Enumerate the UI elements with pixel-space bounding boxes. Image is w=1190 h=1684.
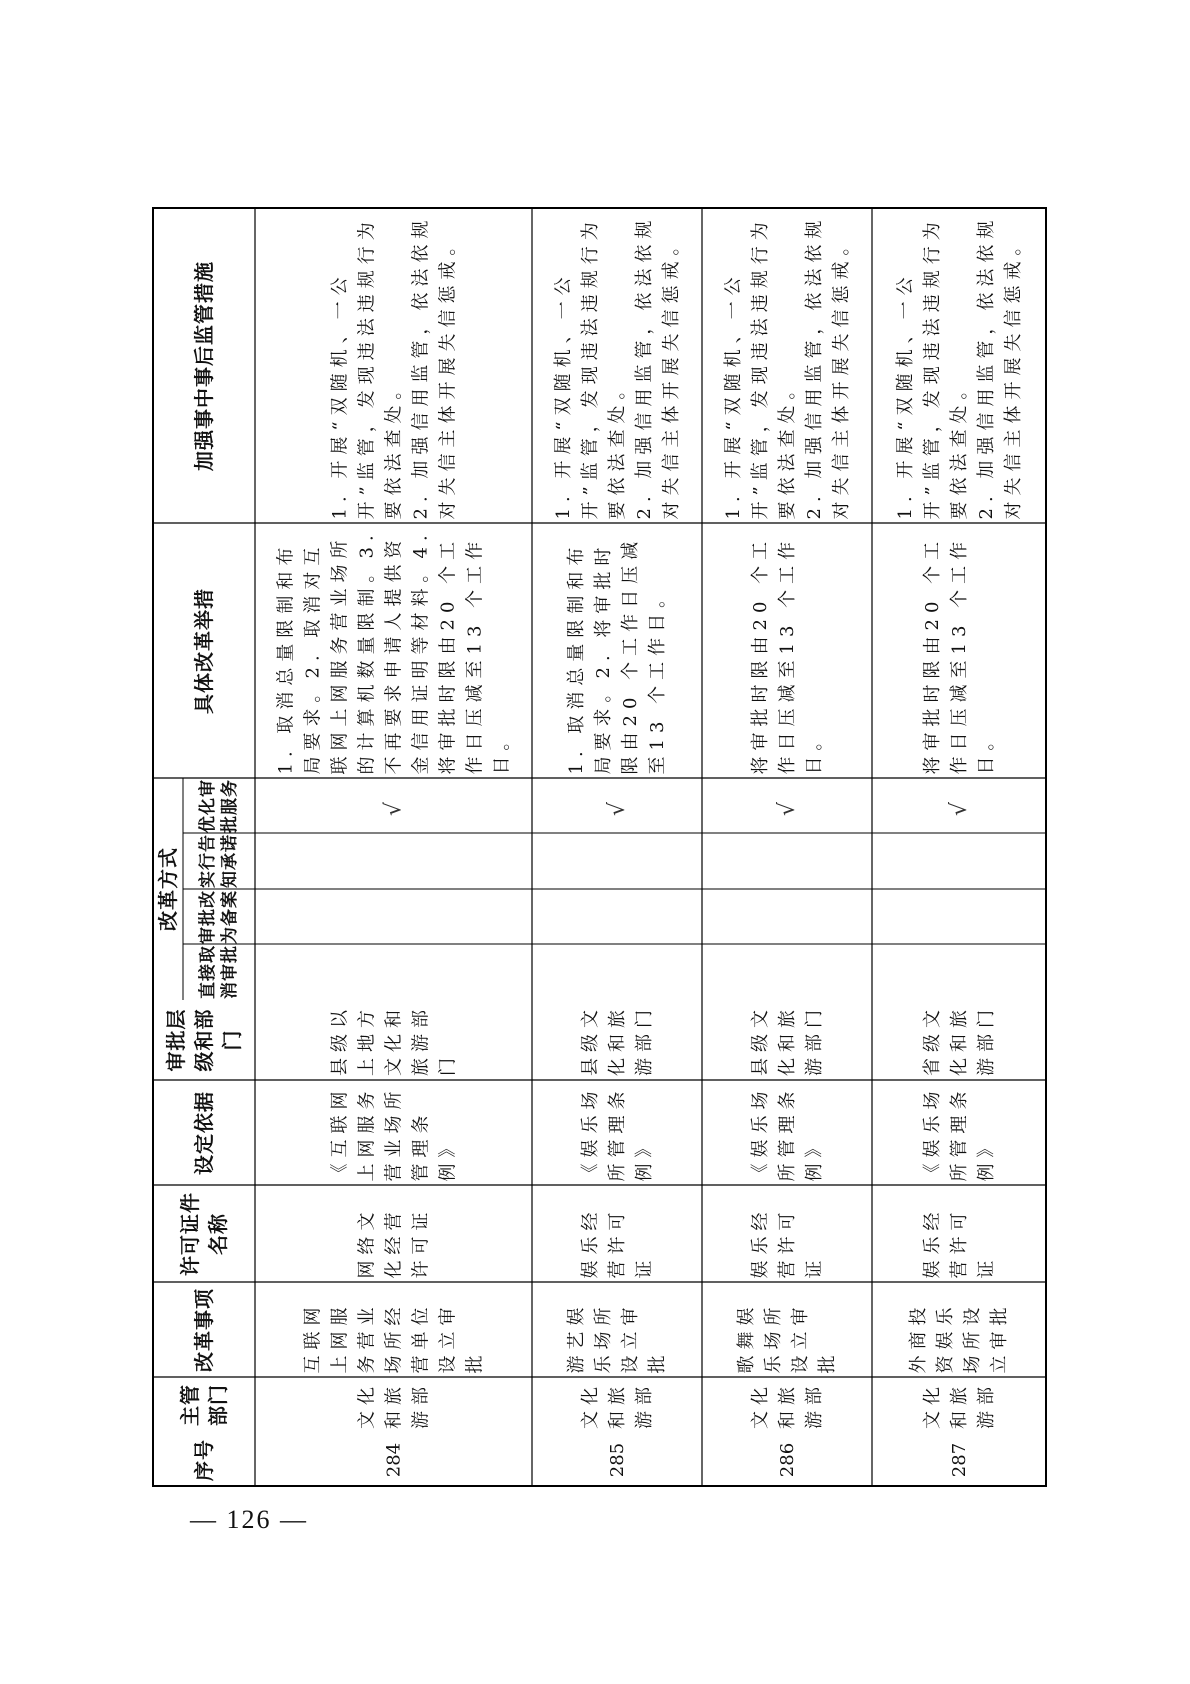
cell-basis <box>255 1080 532 1185</box>
cell-mode-cancel <box>255 944 532 1000</box>
item-text: 外商投资娱乐场所设立审批 <box>908 1301 1010 1373</box>
cell-mode-cancel <box>872 944 1046 1000</box>
cell-mode-filing <box>702 889 872 944</box>
cell-mode-optimize <box>872 778 1046 833</box>
department-text: 文化和旅游部 <box>579 1381 655 1429</box>
cell-mode-cancel <box>532 944 702 1000</box>
cell-mode-optimize <box>255 778 532 833</box>
header-mode-notify: 实行告知承诺 <box>198 834 240 888</box>
cell-department <box>532 1377 702 1433</box>
level-text: 县级以上地方文化和旅游部门 <box>329 1004 458 1076</box>
basis-text: 《娱乐场所管理条例》 <box>749 1085 825 1181</box>
supervision-text: 1. 开展“双随机、一公开”监管，发现违法违规行为要依法查处。 2. 加强信用监管，依法依规对失信主体开展失信惩戒。 <box>894 214 1024 519</box>
header-measures: 具体改革举措 <box>192 587 216 714</box>
cell-index <box>702 1433 872 1486</box>
header-license: 许可证件名称 <box>178 1191 230 1276</box>
cell-basis <box>532 1080 702 1185</box>
header-mode-cancel: 直接取消审批 <box>198 945 240 999</box>
cell-supervision <box>532 208 702 523</box>
cell-mode-notify <box>702 833 872 889</box>
mode-optimize-text: √ <box>774 795 800 816</box>
cell-mode-optimize <box>532 778 702 833</box>
license-text: 娱乐经营许可证 <box>749 1206 825 1278</box>
index-text: 284 <box>383 1442 404 1477</box>
header-item: 改革事项 <box>192 1287 216 1372</box>
header-mode-optimize: 优化审批服务 <box>198 778 240 833</box>
header-index: 序号 <box>192 1438 216 1481</box>
index-text: 286 <box>776 1442 798 1477</box>
cell-mode-cancel <box>702 944 872 1000</box>
cell-basis <box>702 1080 872 1185</box>
mode-optimize-text: √ <box>946 795 972 816</box>
cell-mode-filing <box>255 889 532 944</box>
level-text: 县级文化和旅游部门 <box>749 1004 825 1076</box>
cell-license <box>532 1185 702 1282</box>
cell-index <box>255 1433 532 1486</box>
cell-item <box>872 1282 1046 1377</box>
header-department: 主管部门 <box>178 1384 230 1426</box>
license-text: 娱乐经营许可证 <box>579 1206 655 1278</box>
cell-mode-notify <box>872 833 1046 889</box>
department-text: 文化和旅游部 <box>356 1381 431 1429</box>
cell-mode-optimize <box>702 778 872 833</box>
cell-department <box>872 1377 1046 1433</box>
cell-supervision <box>872 208 1046 523</box>
item-text: 歌舞娱乐场所设立审批 <box>736 1301 838 1373</box>
header-mode-filing: 审批改为备案 <box>198 889 240 944</box>
header-reform-mode: 改革方式 <box>156 847 180 931</box>
cell-mode-filing <box>532 889 702 944</box>
cell-supervision <box>255 208 532 523</box>
cell-measures <box>872 523 1046 778</box>
cell-item <box>255 1282 532 1377</box>
department-text: 文化和旅游部 <box>749 1381 825 1429</box>
cell-mode-notify <box>255 833 532 889</box>
cell-measures <box>532 523 702 778</box>
cell-supervision <box>702 208 872 523</box>
cell-item <box>702 1282 872 1377</box>
mode-optimize-text: √ <box>381 795 406 816</box>
page-number: — 126 — <box>190 1505 308 1534</box>
header-level: 审批层级和部门 <box>164 1008 244 1072</box>
cell-level <box>255 1000 532 1080</box>
measures-text: 1. 取消总量限制和布局要求。2. 将审批时限由20 个工作日压减至13 个工作日。 <box>566 535 668 774</box>
cell-license <box>702 1185 872 1282</box>
cell-level <box>532 1000 702 1080</box>
cell-level <box>872 1000 1046 1080</box>
cell-mode-notify <box>532 833 702 889</box>
supervision-text: 1. 开展“双随机、一公开”监管，发现违法违规行为要依法查处。 2. 加强信用监管，依法依规对失信主体开展失信惩戒。 <box>329 214 458 519</box>
item-text: 互联网上网服务营业场所经营单位设立审批 <box>302 1301 485 1373</box>
measures-text: 将审批时限由20 个工作日压减至13 个工作日。 <box>921 535 997 774</box>
level-text: 县级文化和旅游部门 <box>579 1004 655 1076</box>
cell-measures <box>255 523 532 778</box>
department-text: 文化和旅游部 <box>921 1381 997 1429</box>
level-text: 省级文化和旅游部门 <box>921 1004 997 1076</box>
cell-index <box>872 1433 1046 1486</box>
supervision-text: 1. 开展“双随机、一公开”监管，发现违法违规行为要依法查处。 2. 加强信用监管，依法依规对失信主体开展失信惩戒。 <box>552 214 682 519</box>
mode-optimize-text: √ <box>604 795 630 816</box>
basis-text: 《娱乐场所管理条例》 <box>921 1085 997 1181</box>
index-text: 287 <box>948 1442 970 1477</box>
basis-text: 《互联网上网服务营业场所管理条例》 <box>329 1085 458 1181</box>
measures-text: 1. 取消总量限制和布局要求。2. 取消对互联网上网服务营业场所的计算机数量限制。3. 不再要求申请人提供资金信用证明等材料。4. 将审批时限由20 个工作日压减至13 个工作日。 <box>275 528 512 774</box>
cell-mode-filing <box>872 889 1046 944</box>
supervision-text: 1. 开展“双随机、一公开”监管，发现违法违规行为要依法查处。 2. 加强信用监管，依法依规对失信主体开展失信惩戒。 <box>722 214 852 519</box>
cell-license <box>255 1185 532 1282</box>
index-text: 285 <box>606 1442 628 1477</box>
cell-level <box>702 1000 872 1080</box>
basis-text: 《娱乐场所管理条例》 <box>579 1085 655 1181</box>
header-supervision: 加强事中事后监管措施 <box>192 260 216 471</box>
cell-index <box>532 1433 702 1486</box>
cell-department <box>702 1377 872 1433</box>
cell-department <box>255 1377 532 1433</box>
item-text: 游艺娱乐场所设立审批 <box>566 1301 668 1373</box>
cell-item <box>532 1282 702 1377</box>
cell-measures <box>702 523 872 778</box>
license-text: 娱乐经营许可证 <box>921 1206 997 1278</box>
cell-basis <box>872 1080 1046 1185</box>
measures-text: 将审批时限由20 个工作日压减至13 个工作日。 <box>749 535 825 774</box>
header-basis: 设定依据 <box>192 1090 216 1175</box>
license-text: 网络文化经营许可证 <box>356 1206 431 1278</box>
cell-license <box>872 1185 1046 1282</box>
